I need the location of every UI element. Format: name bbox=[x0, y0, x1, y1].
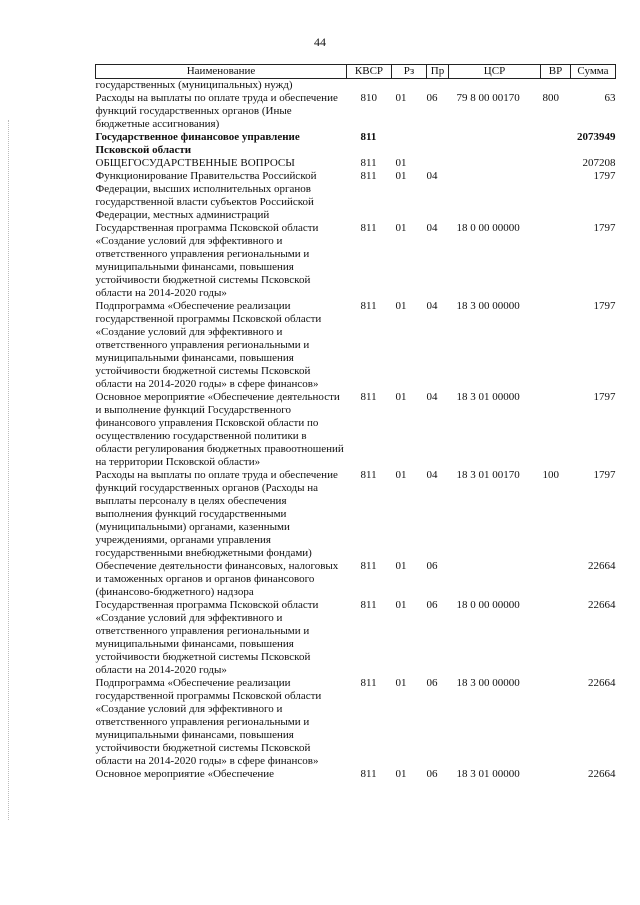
cell-name: Подпрограмма «Обеспечение реализации государственной программы Псковской области «Создание условий для эффективного и ответственного управления региональными и муниципальными финансами, повышения устойчивости бюджетной системы Псковской области на 2014-2020 годы» в сфере финансов» bbox=[95, 677, 322, 767]
cell-vr bbox=[541, 560, 571, 599]
cell-vr bbox=[541, 131, 571, 157]
table-row bbox=[96, 768, 616, 781]
table-row bbox=[96, 560, 616, 599]
cell-rz: 01 bbox=[395, 391, 407, 403]
cell-rz: 01 bbox=[395, 222, 407, 234]
cell-name: Подпрограмма «Обеспечение реализации государственной программы Псковской области «Создание условий для эффективного и ответственного управления региональными и муниципальными финансами, повышения устойчивости бюджетной системы Псковской области на 2014-2020 годы» в сфере финансов» bbox=[95, 300, 322, 390]
header-csr: ЦСР bbox=[449, 65, 541, 79]
cell-sum: 63 bbox=[604, 92, 616, 104]
page-number: 44 bbox=[314, 35, 326, 49]
budget-table bbox=[95, 64, 616, 781]
cell-sum: 1797 bbox=[593, 300, 616, 312]
cell-pr: 04 bbox=[426, 222, 438, 234]
cell-name: Государственная программа Псковской области «Создание условий для эффективного и ответственного управления региональными и муниципальными финансами, повышения устойчивости бюджетной системы Псковской области на 2014-2020 годы» bbox=[95, 222, 319, 299]
cell-rz bbox=[392, 79, 427, 93]
cell-rz: 01 bbox=[395, 92, 407, 104]
cell-sum: 207208 bbox=[582, 157, 616, 169]
header-sum: Сумма bbox=[571, 65, 616, 79]
cell-vr: 100 bbox=[542, 469, 559, 481]
cell-sum: 22664 bbox=[588, 599, 616, 611]
cell-vr bbox=[541, 768, 571, 781]
cell-kvsr: 811 bbox=[360, 300, 377, 312]
cell-rz: 01 bbox=[395, 469, 407, 481]
cell-vr bbox=[541, 157, 571, 170]
cell-vr bbox=[541, 391, 571, 469]
cell-pr: 06 bbox=[426, 560, 438, 572]
table-row bbox=[96, 222, 616, 300]
cell-pr bbox=[427, 131, 449, 157]
cell-vr bbox=[541, 79, 571, 93]
cell-csr: 79 8 00 00170 bbox=[456, 92, 520, 104]
cell-pr: 06 bbox=[426, 677, 438, 689]
cell-pr: 06 bbox=[426, 92, 438, 104]
cell-name: Расходы на выплаты по оплате труда и обеспечение функций государственных органов (Иные бюджетные ассигнования) bbox=[95, 92, 338, 130]
cell-csr: 18 3 00 00000 bbox=[456, 677, 520, 689]
cell-sum: 1797 bbox=[593, 170, 616, 182]
cell-sum: 1797 bbox=[593, 469, 616, 481]
cell-rz bbox=[392, 131, 427, 157]
cell-pr bbox=[427, 79, 449, 93]
cell-sum: 22664 bbox=[588, 677, 616, 689]
cell-rz: 01 bbox=[395, 599, 407, 611]
cell-rz: 01 bbox=[395, 300, 407, 312]
cell-csr bbox=[449, 131, 541, 157]
table-row bbox=[96, 92, 616, 131]
cell-sum: 1797 bbox=[593, 222, 616, 234]
cell-kvsr: 811 bbox=[360, 768, 377, 780]
cell-pr: 04 bbox=[426, 300, 438, 312]
cell-sum: 22664 bbox=[588, 768, 616, 780]
cell-kvsr: 810 bbox=[360, 92, 377, 104]
cell-vr: 800 bbox=[542, 92, 559, 104]
cell-kvsr: 811 bbox=[360, 157, 377, 169]
cell-sum: 2073949 bbox=[577, 131, 616, 143]
cell-sum bbox=[571, 79, 616, 93]
cell-vr bbox=[541, 300, 571, 391]
cell-pr: 04 bbox=[426, 469, 438, 481]
header-kvsr: КВСР bbox=[347, 65, 392, 79]
cell-kvsr: 811 bbox=[360, 391, 377, 403]
cell-name: Основное мероприятие «Обеспечение деятельности и выполнение функций Государственного финансового управления Псковской области по осуществлению государственной политики в области регулирования бюджетных правоотношений на территории Псковской области» bbox=[95, 391, 344, 468]
cell-csr: 18 3 01 00000 bbox=[456, 768, 520, 780]
cell-kvsr: 811 bbox=[360, 469, 377, 481]
table-row bbox=[96, 157, 616, 170]
cell-kvsr: 811 bbox=[360, 560, 377, 572]
header-vr: ВР bbox=[541, 65, 571, 79]
header-pr: Пр bbox=[427, 65, 449, 79]
header-rz: Рз bbox=[392, 65, 427, 79]
table-row bbox=[96, 469, 616, 560]
cell-name: Функционирование Правительства Российской Федерации, высших исполнительных органов государственной власти субъектов Российской Федерации, местных администраций bbox=[95, 170, 317, 221]
cell-rz: 01 bbox=[395, 560, 407, 572]
scan-edge-marks bbox=[8, 120, 10, 820]
cell-csr: 18 0 00 00000 bbox=[456, 599, 520, 611]
cell-vr bbox=[541, 677, 571, 768]
cell-kvsr: 811 bbox=[360, 170, 377, 182]
cell-vr bbox=[541, 222, 571, 300]
table-row bbox=[96, 599, 616, 677]
table-row bbox=[96, 170, 616, 222]
table-header-row bbox=[96, 65, 616, 79]
cell-name: Основное мероприятие «Обеспечение bbox=[95, 768, 275, 780]
header-name: Наименование bbox=[96, 65, 347, 79]
cell-pr: 04 bbox=[426, 391, 438, 403]
table-row bbox=[96, 131, 616, 157]
cell-rz: 01 bbox=[395, 768, 407, 780]
cell-name: Обеспечение деятельности финансовых, налоговых и таможенных органов и органов финансового (финансово-бюджетного) надзора bbox=[95, 560, 339, 598]
cell-csr bbox=[449, 157, 541, 170]
cell-csr bbox=[449, 170, 541, 222]
cell-kvsr bbox=[347, 79, 392, 93]
table-row bbox=[96, 677, 616, 768]
cell-vr bbox=[541, 599, 571, 677]
cell-sum: 22664 bbox=[588, 560, 616, 572]
cell-rz: 01 bbox=[395, 677, 407, 689]
cell-pr: 06 bbox=[426, 768, 438, 780]
cell-rz: 01 bbox=[395, 170, 407, 182]
cell-pr bbox=[427, 157, 449, 170]
cell-vr bbox=[541, 170, 571, 222]
cell-name: Государственное финансовое управление Псковской области bbox=[95, 131, 300, 156]
cell-kvsr: 811 bbox=[360, 599, 377, 611]
cell-csr: 18 3 01 00000 bbox=[456, 391, 520, 403]
cell-csr: 18 3 01 00170 bbox=[456, 469, 520, 481]
cell-csr bbox=[449, 79, 541, 93]
cell-csr bbox=[449, 560, 541, 599]
cell-name: Государственная программа Псковской области «Создание условий для эффективного и ответственного управления региональными и муниципальными финансами, повышения устойчивости бюджетной системы Псковской области на 2014-2020 годы» bbox=[95, 599, 319, 676]
cell-kvsr: 811 bbox=[360, 131, 377, 143]
cell-kvsr: 811 bbox=[360, 677, 377, 689]
cell-kvsr: 811 bbox=[360, 222, 377, 234]
cell-rz: 01 bbox=[395, 157, 407, 169]
cell-sum: 1797 bbox=[593, 391, 616, 403]
cell-name: ОБЩЕГОСУДАРСТВЕННЫЕ ВОПРОСЫ bbox=[95, 157, 295, 169]
cell-name: государственных (муниципальных) нужд) bbox=[95, 79, 293, 91]
cell-name: Расходы на выплаты по оплате труда и обеспечение функций государственных органов (Расходы на выплаты персоналу в целях обеспечения выполнения функций государственными (муниципальными) органами, казенными учреждениями, органами управления государственными внебюджетными фондами) bbox=[95, 469, 338, 559]
table-row bbox=[96, 300, 616, 391]
table-row bbox=[96, 391, 616, 469]
table-row bbox=[96, 79, 616, 93]
cell-pr: 06 bbox=[426, 599, 438, 611]
cell-csr: 18 3 00 00000 bbox=[456, 300, 520, 312]
cell-csr: 18 0 00 00000 bbox=[456, 222, 520, 234]
cell-pr: 04 bbox=[426, 170, 438, 182]
